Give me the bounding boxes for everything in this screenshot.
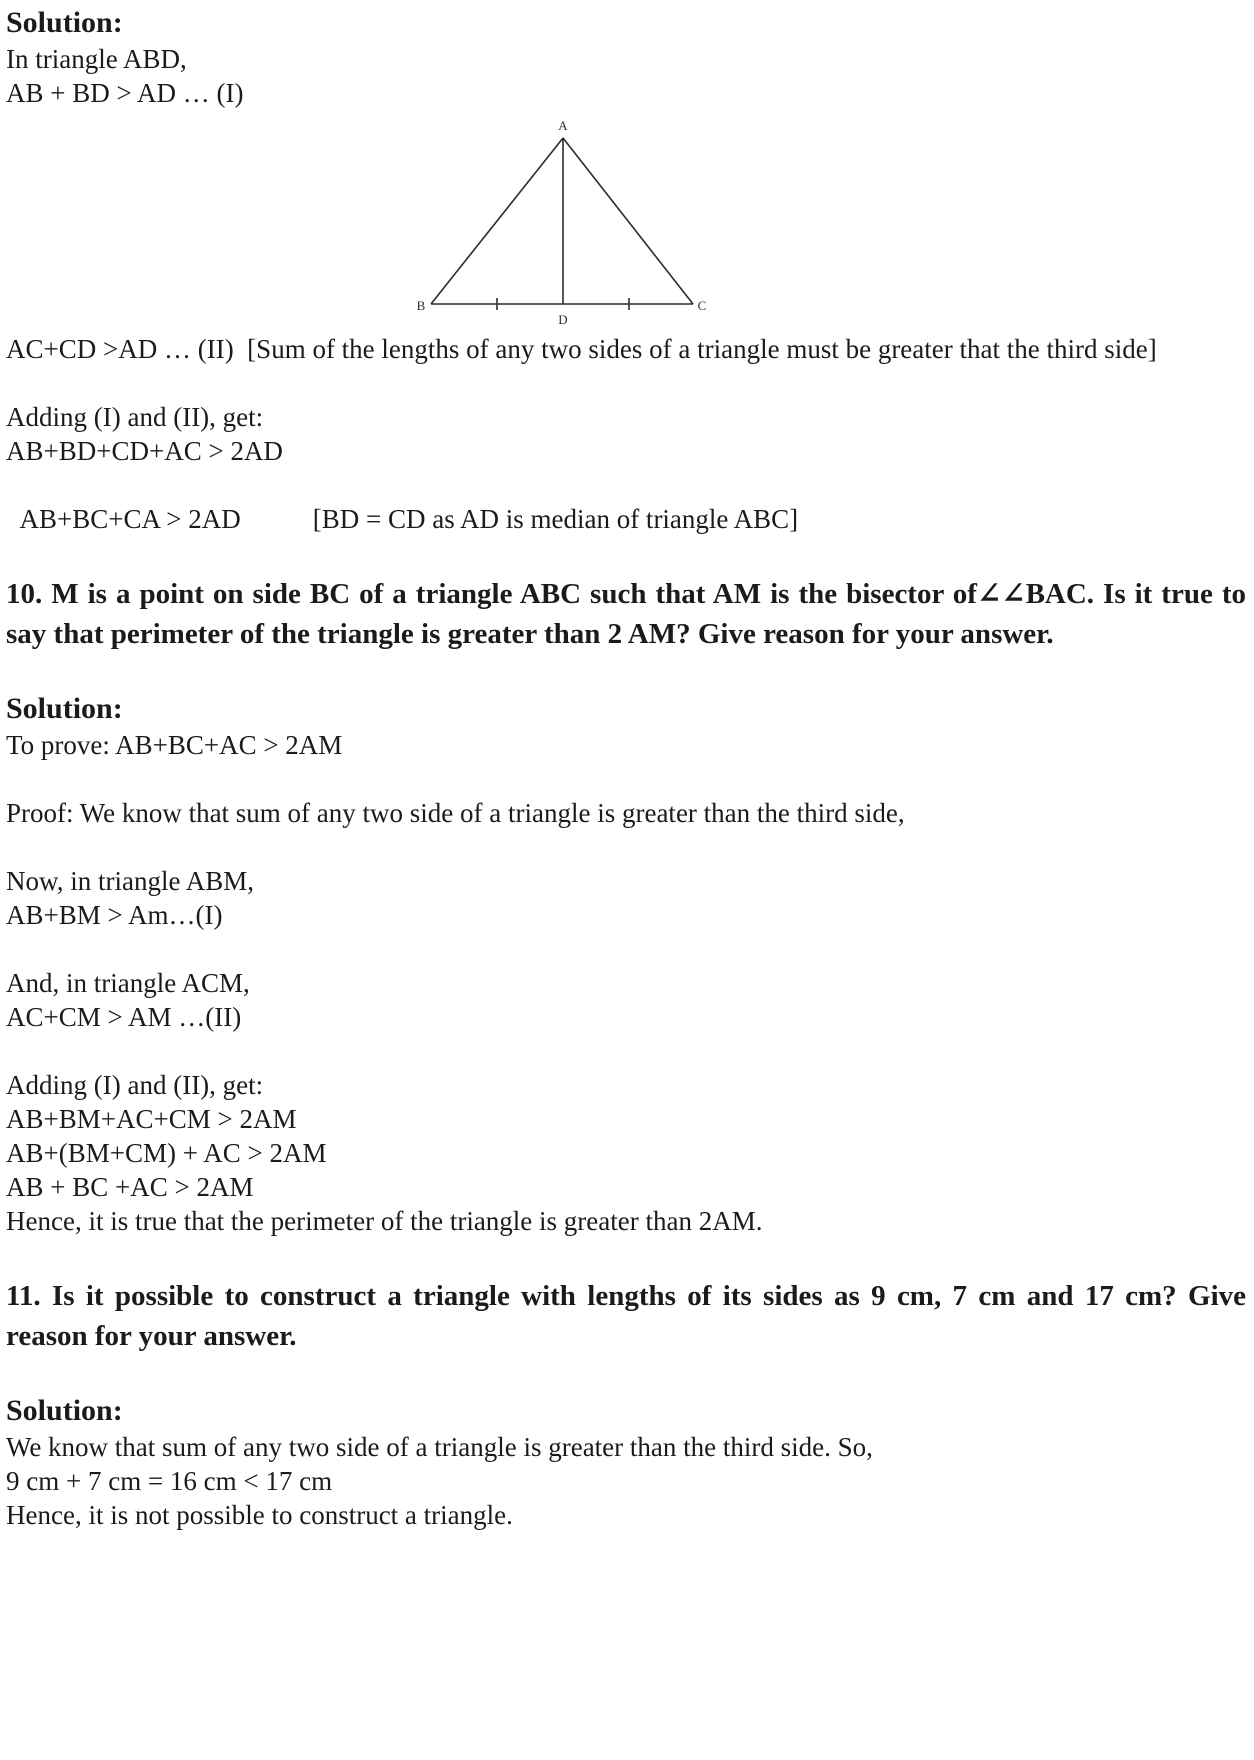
equation-line: AB+BD+CD+AC > 2AD (6, 436, 283, 466)
solution-heading-q10: Solution: (6, 692, 123, 725)
spacer (6, 654, 1246, 690)
equation-line: AB + BC +AC > 2AM (6, 1172, 254, 1202)
text-line: Hence, it is true that the perimeter of the triangle is greater than 2AM. (6, 1206, 763, 1236)
spacer (6, 1356, 1246, 1392)
equation-line: AC+CM > AM …(II) (6, 1002, 242, 1032)
equation-left: AB+BC+CA > 2AD (19, 504, 241, 534)
equation-line: 9 cm + 7 cm = 16 cm < 17 cm (6, 1466, 333, 1496)
text-line: Now, in triangle ABM, (6, 866, 254, 896)
text-line: In triangle ABD, (6, 44, 187, 74)
equation-line-with-note (6, 468, 1246, 536)
text-paragraph: AC+CD >AD … (II) [Sum of the lengths of any two sides of a triangle must be greater that the third side] (6, 334, 1157, 364)
vertex-label-a: A (558, 118, 568, 133)
solution-heading-q11: Solution: (6, 1394, 123, 1427)
vertex-label-d: D (558, 312, 568, 327)
solution-heading-q9: Solution: (6, 6, 123, 39)
spacer (6, 1034, 1246, 1068)
question-10-heading: 10. M is a point on side BC of a triangle ABC such that AM is the bisector of∠∠BAC. Is it true to say that perimeter of the triangle is greater than 2 AM? Give reason for your answer. (6, 578, 1254, 650)
triangle-side-ab (431, 138, 563, 304)
triangle-side-ac (563, 138, 693, 304)
equation-line: AB+BM > Am…(I) (6, 900, 223, 930)
text-line: We know that sum of any two side of a triangle is greater than the third side. So, (6, 1432, 873, 1462)
text-line: Proof: We know that sum of any two side of a triangle is greater than the third side, (6, 798, 905, 828)
question-11-heading: 11. Is it possible to construct a triangle with lengths of its sides as 9 cm, 7 cm and 17 cm? Give reason for your answer. (6, 1280, 1254, 1352)
spacer (6, 932, 1246, 966)
spacer (6, 366, 1246, 400)
text-line: AB + BD > AD … (I) (6, 78, 244, 108)
text-line: To prove: AB+BC+AC > 2AM (6, 730, 343, 760)
vertex-label-b: B (416, 298, 426, 313)
text-line: And, in triangle ACM, (6, 968, 250, 998)
equation-note: [BD = CD as AD is median of triangle ABC] (312, 504, 799, 534)
spacer (6, 830, 1246, 864)
text-line: Hence, it is not possible to construct a triangle. (6, 1500, 513, 1530)
spacer (6, 762, 1246, 796)
text-line: Adding (I) and (II), get: (6, 1070, 264, 1100)
triangle-diagram (411, 116, 711, 328)
equation-line: AB+BM+AC+CM > 2AM (6, 1104, 297, 1134)
text-line: Adding (I) and (II), get: (6, 402, 264, 432)
vertex-label-c: C (697, 298, 707, 313)
triangle-figure (411, 116, 711, 328)
equation-line: AB+(BM+CM) + AC > 2AM (6, 1138, 327, 1168)
